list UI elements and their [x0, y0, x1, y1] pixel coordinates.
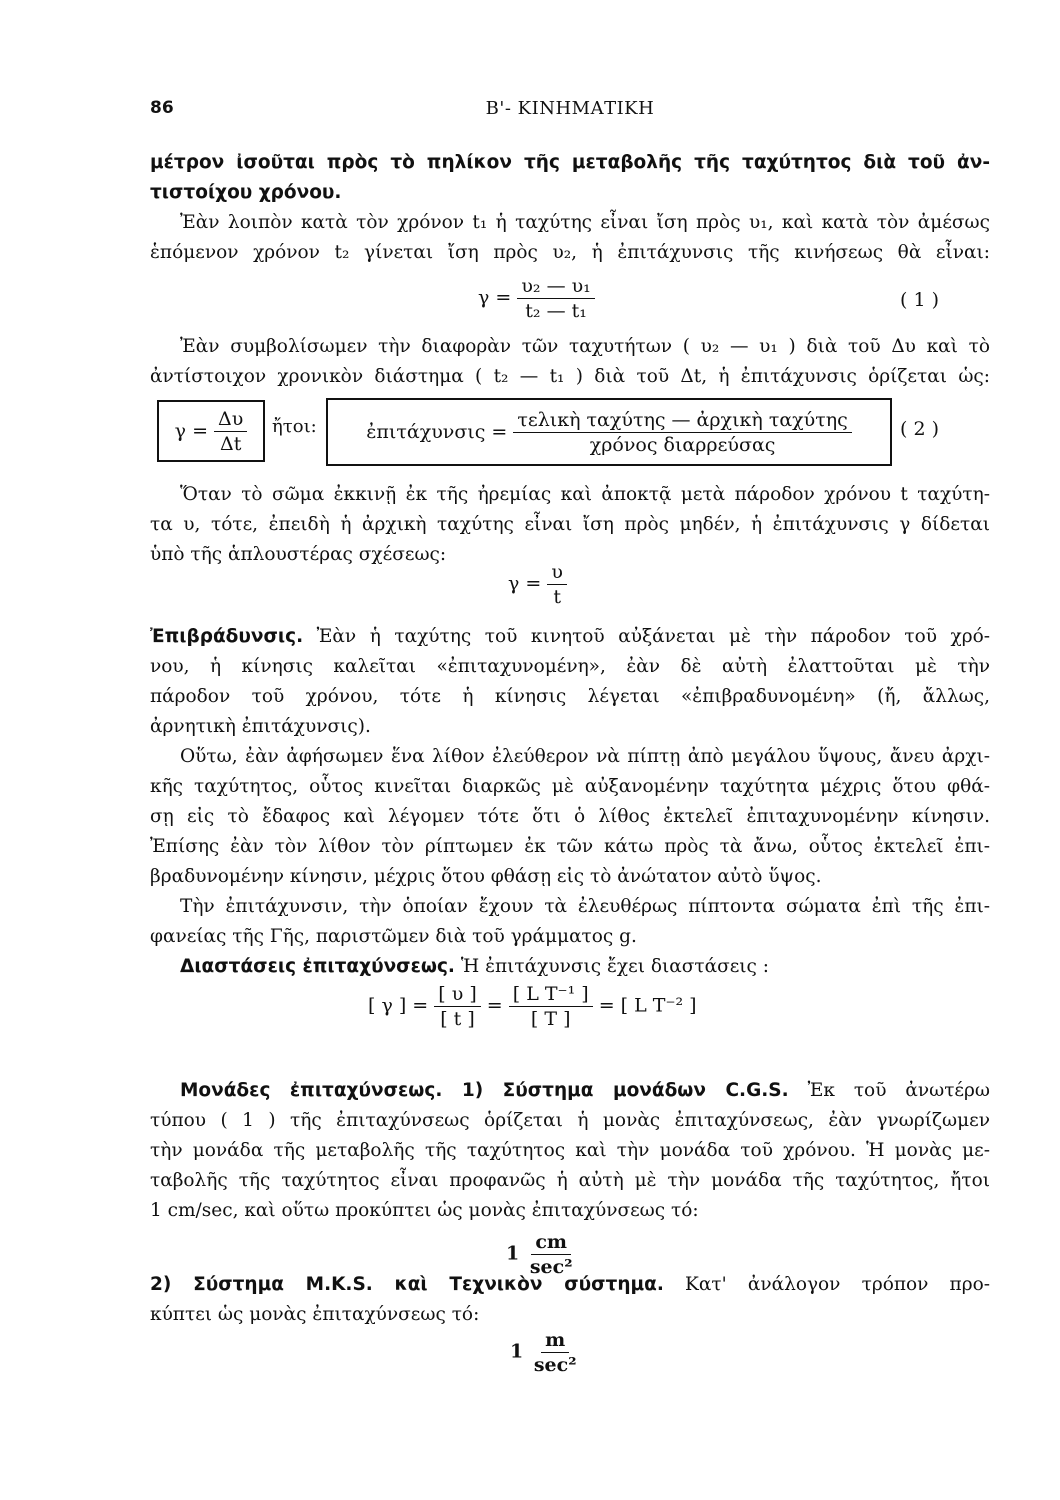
- equation-number: ( 2 ): [900, 418, 939, 440]
- text-line: [150, 1076, 990, 1106]
- text-line: ἑπόμενον χρόνον t₂ γίνεται ἴση πρὸς υ₂, ἡ ἐπιτάχυνσις τῆς κινήσεως θὰ εἶναι:: [150, 242, 990, 263]
- unit-numerator: m: [541, 1328, 569, 1353]
- page-header: [150, 98, 990, 128]
- text-line: [150, 1270, 990, 1300]
- text-span: Κατ' ἀνάλογον τρόπον προ-: [685, 1274, 990, 1295]
- text-line: πάροδον τοῦ χρόνου, τότε ἡ κίνησις λέγεται «ἐπιβραδυνομένη» (ἤ, ἄλλως,: [150, 686, 990, 707]
- bold-text-line: μέτρον ἰσοῦται πρὸς τὸ πηλίκον τῆς μεταβολῆς τῆς ταχύτητος διὰ τοῦ ἀν-: [150, 152, 990, 173]
- boxed-equation: [157, 400, 265, 462]
- eq-numerator: τελικὴ ταχύτης — ἀρχικὴ ταχύτης: [513, 408, 851, 433]
- eq-denominator: [ T ]: [530, 1008, 571, 1030]
- text-span: Ἐὰν ἡ ταχύτης τοῦ κινητοῦ αὐξάνεται μὲ τὴν πάροδον τοῦ χρό-: [316, 626, 990, 647]
- page-number: 86: [150, 98, 174, 118]
- eq-lhs: γ =: [174, 420, 208, 442]
- text-line: ἀντίστοιχον χρονικὸν διάστημα ( t₂ — t₁ ) διὰ τοῦ Δt, ἡ ἐπιτάχυνσις ὁρίζεται ὡς:: [150, 366, 990, 387]
- unit-coefficient: 1: [506, 1242, 520, 1265]
- text-line: Τὴν ἐπιτάχυνσιν, τὴν ὁποίαν ἔχουν τὰ ἐλευθέρως πίπτοντα σώματα ἐπὶ τῆς ἐπι-: [180, 896, 990, 917]
- text-line: φανείας τῆς Γῆς, παριστῶμεν διὰ τοῦ γράμματος g.: [150, 926, 637, 947]
- text-line: 1 cm/sec, καὶ οὕτω προκύπτει ὡς μονὰς ἐπιταχύνσεως τό:: [150, 1200, 699, 1221]
- eq-denominator: t₂ — t₁: [525, 300, 587, 322]
- eq-fraction: [547, 560, 567, 609]
- text-line: τα υ, τότε, ἐπειδὴ ἡ ἀρχικὴ ταχύτης εἶναι ἴση πρὸς μηδέν, ἡ ἐπιτάχυνσις γ δίδεται: [150, 514, 990, 535]
- text-line: κύπτει ὡς μονὰς ἐπιταχύνσεως τό:: [150, 1304, 480, 1325]
- text-line: κῆς ταχύτητος, οὗτος κινεῖται διαρκῶς μὲ αὐξανομένην ταχύτητα μέχρις ὅτου φθά-: [150, 776, 990, 797]
- text-line: Ὅταν τὸ σῶμα ἐκκινῇ ἐκ τῆς ἠρεμίας καὶ ἀποκτᾷ μετὰ πάροδον χρόνου t ταχύτη-: [180, 484, 990, 505]
- section-heading: Ἐπιβράδυνσις.: [150, 626, 304, 647]
- eq-fraction: [434, 982, 480, 1031]
- eq-numerator: Δυ: [214, 407, 247, 432]
- eq-lhs: ἐπιτάχυνσις =: [366, 421, 508, 443]
- eq-numerator: υ: [547, 560, 567, 585]
- equation-number: ( 1 ): [900, 289, 939, 311]
- text-line: τύπου ( 1 ) τῆς ἐπιταχύνσεως ὁρίζεται ἡ μονὰς ἐπιταχύνσεως, ἐὰν γνωρίζωμεν: [150, 1110, 990, 1131]
- section-heading: Μονάδες ἐπιταχύνσεως. 1) Σύστημα μονάδων C.G.S.: [180, 1080, 789, 1101]
- section-heading: 2) Σύστημα M.K.S. καὶ Τεχνικὸν σύστημα.: [150, 1274, 664, 1295]
- eq-lhs: γ =: [508, 572, 542, 595]
- text-line: [150, 622, 990, 652]
- eq-numerator: [ L T⁻¹ ]: [509, 982, 593, 1007]
- unit-denominator: sec²: [529, 1256, 573, 1278]
- text-line: [150, 952, 990, 982]
- eq-denominator: [ t ]: [440, 1008, 475, 1030]
- text-line: Ἐὰν λοιπὸν κατὰ τὸν χρόνον t₁ ἡ ταχύτης εἶναι ἴση πρὸς υ₁, καὶ κατὰ τὸν ἀμέσως: [180, 212, 990, 233]
- boxed-word-equation: [326, 398, 892, 466]
- eq-denominator: χρόνος διαρρεύσας: [589, 433, 776, 456]
- eq-equals: =: [486, 994, 503, 1017]
- section-heading: Διαστάσεις ἐπιταχύνσεως.: [180, 956, 455, 977]
- eq-fraction: [509, 982, 593, 1031]
- eq-lhs: [ γ ] =: [368, 994, 429, 1017]
- equation-dimensions: [368, 982, 697, 1031]
- eq-numerator: υ₂ — υ₁: [517, 274, 594, 299]
- equation-1: [478, 274, 595, 323]
- unit-mks: [510, 1328, 581, 1377]
- text-line: ταβολῆς τῆς ταχύτητος εἶναι προφανῶς ἡ αὐτὴ μὲ τὴν μονάδα τῆς ταχύτητος, ἤτοι: [150, 1170, 990, 1191]
- eq-numerator: [ υ ]: [434, 982, 480, 1007]
- text-line: Ἐπίσης ἐὰν τὸν λίθον τὸν ρίπτωμεν ἐκ τῶν κάτω πρὸς τὰ ἄνω, οὗτος ἐκτελεῖ ἐπι-: [150, 836, 990, 857]
- eq-denominator: Δt: [220, 432, 242, 455]
- eq-fraction: [517, 274, 594, 323]
- text-line: Ἐὰν συμβολίσωμεν τὴν διαφορὰν τῶν ταχυτήτων ( υ₂ — υ₁ ) διὰ τοῦ Δυ καὶ τὸ: [180, 336, 990, 357]
- eq-fraction: [214, 407, 247, 456]
- text-line: τὴν μονάδα τῆς μεταβολῆς τῆς ταχύτητος καὶ τὴν μονάδα τοῦ χρόνου. Ἡ μονὰς με-: [150, 1140, 990, 1161]
- bold-text-line: τιστοίχου χρόνου.: [150, 182, 342, 203]
- text-line: σῃ εἰς τὸ ἔδαφος καὶ λέγομεν τότε ὅτι ὁ λίθος ἐκτελεῖ ἐπιταχυνομένην κίνησιν.: [150, 806, 990, 827]
- equation-3: [508, 560, 567, 609]
- text-span: Ἡ ἐπιτάχυνσις ἔχει διαστάσεις :: [460, 956, 770, 977]
- unit-denominator: sec²: [533, 1354, 577, 1376]
- text-line: νου, ἡ κίνησις καλεῖται «ἐπιταχυνομένη», ἐὰν δὲ αὐτὴ ἐλαττοῦται μὲ τὴν: [150, 656, 990, 677]
- unit-coefficient: 1: [510, 1340, 524, 1363]
- eq-rhs: = [ L T⁻² ]: [598, 994, 697, 1017]
- text-line: βραδυνομένην κίνησιν, μέχρις ὅτου φθάσῃ εἰς τὸ ἀνώτατον αὐτὸ ὕψος.: [150, 866, 822, 887]
- unit-fraction: [530, 1328, 581, 1377]
- text-line: ὑπὸ τῆς ἁπλουστέρας σχέσεως:: [150, 544, 447, 565]
- text-span: Ἐκ τοῦ ἀνωτέρω: [807, 1080, 990, 1101]
- eq-fraction: [513, 408, 851, 457]
- text-line: ἀρνητικὴ ἐπιτάχυνσις).: [150, 716, 371, 737]
- eq-denominator: t: [553, 586, 561, 608]
- connector-text: ἤτοι:: [272, 416, 317, 437]
- text-line: Οὕτω, ἐὰν ἀφήσωμεν ἕνα λίθον ἐλεύθερον νὰ πίπτῃ ἀπὸ μεγάλου ὕψους, ἄνευ ἀρχι-: [180, 746, 990, 767]
- unit-numerator: cm: [531, 1230, 571, 1255]
- eq-lhs: γ =: [478, 286, 512, 309]
- running-title: Β'- ΚΙΝΗΜΑΤΙΚΗ: [485, 98, 655, 119]
